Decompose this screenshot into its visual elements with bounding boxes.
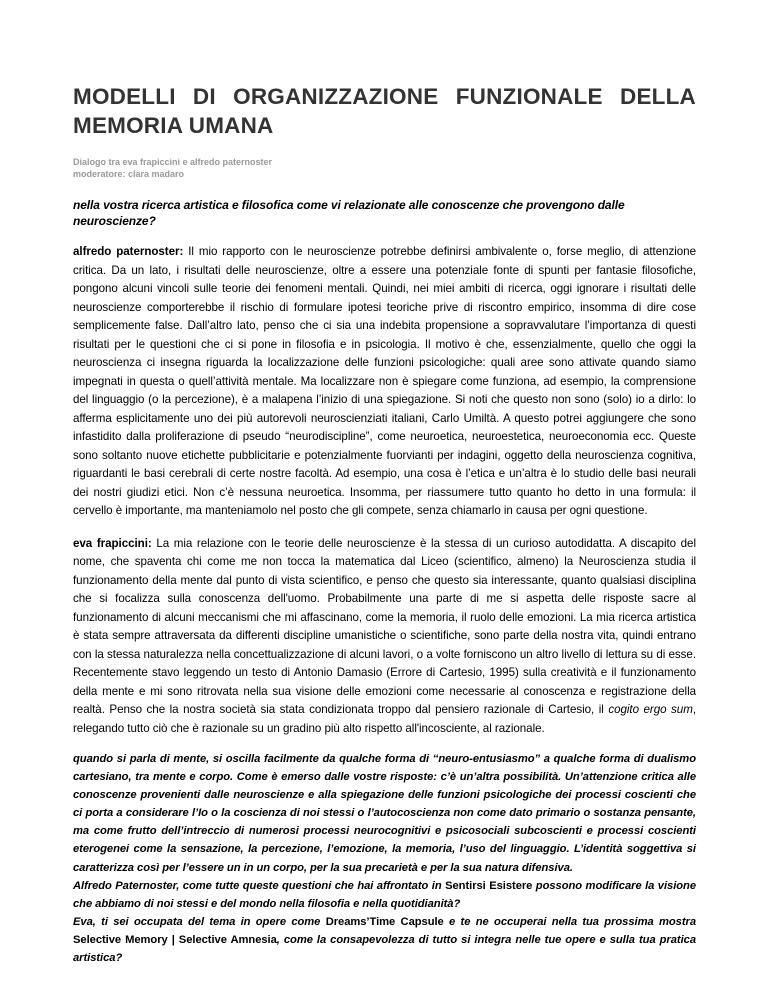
question-text: Eva, ti sei occupata del tema in opere come: [73, 915, 326, 928]
speaker-name: eva frapiccini:: [73, 536, 152, 550]
work-title: Dreams’Time Capsule: [325, 915, 444, 928]
question-text: Alfredo Paternoster, come tutte queste questioni che hai affrontato in: [73, 879, 446, 892]
question-text: possono modificare la visione che abbiamo di noi stessi e del mondo nella filosofia e nella quotidianità?: [73, 879, 696, 910]
answer-text-end: , relegando tutto ciò che è razionale su un gradino più alto rispetto all'incosciente, al razionale.: [73, 703, 696, 735]
question-text: , come la consapevolezza di tutto si integra nelle tue opere e sulla tua pratica artistica?: [73, 933, 696, 965]
work-title: Selective Memory | Selective Amnesia: [73, 933, 277, 946]
moderator-line: moderatore: clara madaro: [73, 169, 185, 179]
work-title: Sentirsi Esistere: [445, 879, 533, 892]
interview-question-1: nella vostra ricerca artistica e filosofica come vi relazionate alle conoscenze che provengono dalle neuroscienze?: [73, 198, 625, 228]
dialogue-participants: Dialogo tra eva frapiccini e alfredo paternoster: [73, 157, 273, 167]
answer-text: La mia relazione con le teorie delle neuroscienze è la stessa di un curioso autodidatta. A discapito del nome, che spaventa chi come me non tocca la matematica dal Liceo (scientifico, almeno) la Neuroscienza studia il funzionamento della mente dal punto di vista scientifico, e penso che questo sia interessante, quanto qualsiasi disciplina che si focalizza sulla conoscenza dell'uomo. Probabilmente una parte di me si aspetta delle risposte sacre al funzionamento di alcuni meccanismi che mi affascinano, come la memoria, il ruolo delle emozioni. La mia ricerca artistica è stata sempre attraversata da differenti discipline umanistiche o scientifiche, sono parte della nostra vita, quindi entrano con la stessa naturalezza nella concettualizzazione di alcuni lavori, o a volte forniscono un altro livello di lettura su di esse. Recentemente stavo leggendo un testo di Antonio Damasio (Errore di Cartesio, 1995) sulla creatività e il funzionamento della mente e mi sono ritrovata nella sua visione delle emozioni come necessarie al conoscenza e registrazione della realtà. Penso che la nostra società sia stata condizionata troppo dal pensiero razionale di Cartesio, il: [73, 536, 696, 716]
question-2-frapiccini: [73, 913, 696, 967]
question-2-paternoster: [73, 877, 696, 913]
document-meta: [73, 156, 696, 180]
interview-question-2: [73, 750, 696, 967]
answer-text: Il mio rapporto con le neuroscienze potrebbe definirsi ambivalente o, forse meglio, di attenzione critica. Da un lato, i risultati delle neuroscienze, oltre a essere una potenziale fonte di spunti per fantasie filosofiche, pongono alcuni vincoli sulle teorie dei fenomeni mentali. Quindi, nei miei ambiti di ricerca, oggi ignorare i risultati delle neuroscienze comporterebbe il rischio di formulare ipotesi teoriche prive di riscontro empirico, insomma di dire cose semplicemente false. Dall’altro lato, penso che ci sia una indebita propensione a sopravvalutare l’importanza di questi risultati per le questioni che ci si pone in filosofia e in psicologia. Il motivo è che, essenzialmente, quello che oggi la neuroscienza ci insegna riguarda la localizzazione delle funzioni psicologiche: quali aree sono attivate quando siamo impegnati in questa o quell’attività mentale. Ma localizzare non è spiegare come funziona, ad esempio, la comprensione del linguaggio (o la percezione), è a malapena l’inizio di una spiegazione. Si noti che questo non sono (solo) io a dirlo: lo afferma esplicitamente uno dei più autorevoli neuroscienziati italiani, Carlo Umiltà. A questo potrei aggiungere che sono infastidito dalla proliferazione di pseudo “neurodiscipline”, come neuroetica, neuroestetica, neuroeconomia ecc. Queste sono soltanto nuove etichette pubblicitarie e potenzialmente fuorvianti per indagini, oggetto della neuroscienza cognitiva, riguardanti le basi cerebrali di certe nostre facoltà. Ad esempio, una cosa è l’etica e un’altra è lo studio delle basi neurali dei nostri giudizi etici. Non c’è nessuna neuroetica. Insomma, per riassumere tutto quanto ho detto in una formula: il cervello è importante, ma manteniamolo nel posto che gli compete, senza chiamarlo in causa per ogni questione.: [73, 245, 696, 517]
latin-phrase: cogito ergo sum: [608, 703, 693, 716]
document-page: [73, 82, 696, 967]
document-title: MODELLI DI ORGANIZZAZIONE FUNZIONALE DELLA MEMORIA UMANA: [73, 84, 696, 138]
question-text: e te ne occuperai nella tua prossima mostra: [443, 915, 696, 928]
answer-frapiccini: [73, 535, 696, 739]
answer-paternoster: [73, 243, 696, 521]
question-2-intro: quando si parla di mente, si oscilla facilmente da qualche forma di “neuro-entusiasmo” a qualche forma di dualismo cartesiano, tra mente e corpo. Come è emerso dalle vostre risposte: c’è un’altra possibilità. Un’attenzione critica alle conoscenze provenienti dalle neuroscienze e alla spiegazione delle funzioni psicologiche dei processi coscienti che ci porta a considerare l’Io o la coscienza di noi stessi o l’autocoscienza non come dato primario o sostanza pensante, ma come frutto dell’intreccio di numerosi processi neurocognitivi e psicosociali subcoscienti e processi coscienti eterogenei come la sensazione, la percezione, l’emozione, la memoria, l’uso del linguaggio. L’identità soggettiva si caratterizza così per l’essere un in un corpo, per la sua precarietà e per la sua natura difensiva.: [73, 753, 696, 874]
speaker-name: alfredo paternoster:: [73, 245, 184, 258]
